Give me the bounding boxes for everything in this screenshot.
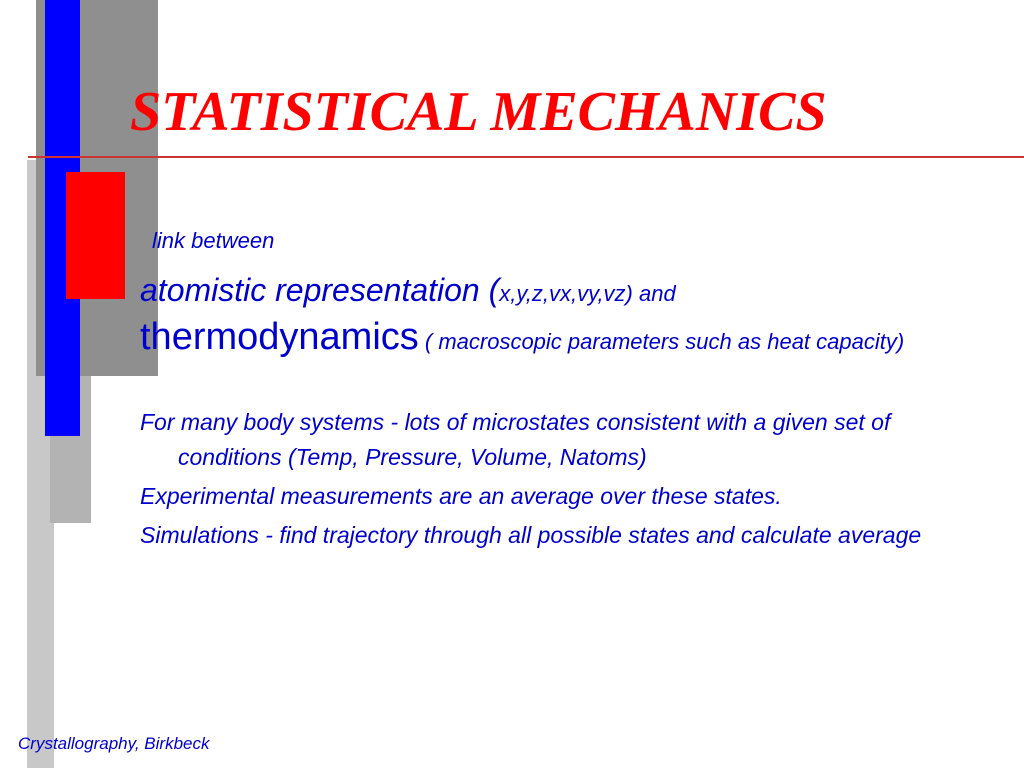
paragraph-experimental: Experimental measurements are an average over these states. bbox=[140, 483, 782, 509]
atomistic-sub: x,y,z,vx,vy,vz) and bbox=[499, 281, 676, 306]
thermo-line bbox=[140, 316, 1000, 363]
decor-bar-red bbox=[66, 172, 125, 299]
paragraph-microstates: For many body systems - lots of microstates consistent with a given set of conditions (Temp, Pressure, Volume, Natoms) bbox=[140, 409, 891, 470]
thermo-main: thermodynamics bbox=[140, 316, 419, 358]
paragraph-simulations: Simulations - find trajectory through all possible states and calculate average bbox=[140, 522, 922, 548]
thermo-sub: ( macroscopic parameters such as heat capacity) bbox=[418, 329, 905, 354]
slide-title: STATISTICAL MECHANICS bbox=[130, 81, 827, 143]
atomistic-line bbox=[140, 272, 1000, 309]
atomistic-main: atomistic representation ( bbox=[140, 272, 500, 308]
title-rule bbox=[28, 156, 1024, 158]
footer-text: Crystallography, Birkbeck bbox=[18, 734, 210, 753]
slide-body bbox=[140, 228, 1000, 553]
link-between-text: link between bbox=[152, 228, 275, 253]
